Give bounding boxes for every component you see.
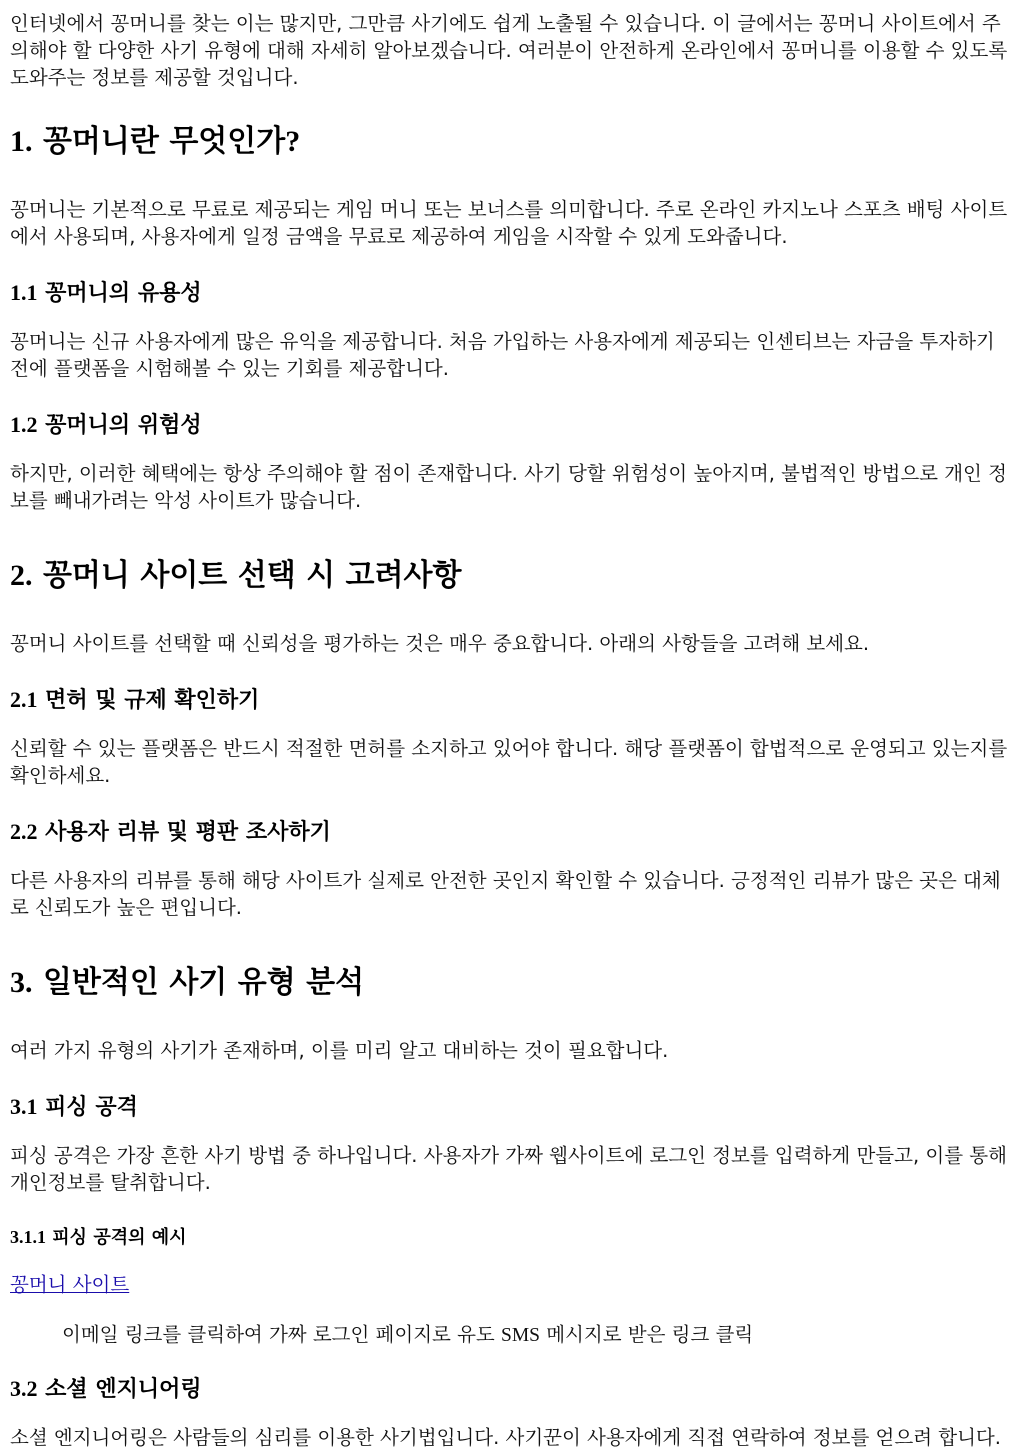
section-3-1-1-heading: [10, 1224, 1014, 1251]
section-1-2-number: 1.2: [10, 412, 38, 437]
section-2-1-heading: [10, 685, 1014, 716]
section-3-2-heading: [10, 1374, 1014, 1405]
section-1-1-heading: [10, 278, 1014, 309]
section-3-1-number: 3.1: [10, 1094, 38, 1119]
section-3-number: 3.: [10, 966, 33, 999]
section-2-body: 꽁머니 사이트를 선택할 때 신뢰성을 평가하는 것은 매우 중요합니다. 아래의 사항들을 고려해 보세요.: [10, 632, 870, 655]
section-3-1-1-title: 피싱 공격의 예시: [52, 1227, 187, 1248]
section-3-1-heading: [10, 1092, 1014, 1123]
link-container: [10, 1271, 1014, 1298]
section-3-1-1-number: 3.1.1: [10, 1227, 46, 1247]
section-1-number: 1.: [10, 125, 33, 158]
section-3-2-body: 소셜 엔지니어링은 사람들의 심리를 이용한 사기법입니다. 사기꾼이 사용자에게 직접 연락하여 정보를 얻으려 합니다.: [10, 1426, 1001, 1449]
section-1-2-heading: [10, 410, 1014, 441]
section-2-2-number: 2.2: [10, 819, 38, 844]
section-2-1-number: 2.1: [10, 687, 38, 712]
section-1-1-body: 꽁머니는 신규 사용자에게 많은 유익을 제공합니다. 처음 가입하는 사용자에게 제공되는 인센티브는 자금을 투자하기 전에 플랫폼을 시험해볼 수 있는 기회를 제공합니다.: [10, 330, 995, 380]
section-3-heading: [10, 963, 1014, 1003]
section-2-2-title: 사용자 리뷰 및 평판 조사하기: [45, 820, 331, 845]
section-2-2-heading: [10, 817, 1014, 848]
section-1-1-number: 1.1: [10, 280, 38, 305]
section-2-1-title: 면허 및 규제 확인하기: [45, 688, 260, 713]
section-2-heading: [10, 556, 1014, 596]
section-3-2-number: 3.2: [10, 1376, 38, 1401]
section-1-heading: [10, 122, 1014, 162]
section-3-1-title: 피싱 공격: [45, 1095, 138, 1120]
phishing-examples-quote: [62, 1321, 1014, 1349]
section-1-body: 꽁머니는 기본적으로 무료로 제공되는 게임 머니 또는 보너스를 의미합니다. 주로 온라인 카지노나 스포츠 배팅 사이트에서 사용되며, 사용자에게 일정 금액을 무료로 제공하여 게임을 시작할 수 있게 도와줍니다.: [10, 198, 1008, 248]
section-3-1-body: 피싱 공격은 가장 흔한 사기 방법 중 하나입니다. 사용자가 가짜 웹사이트에 로그인 정보를 입력하게 만들고, 이를 통해 개인정보를 탈취합니다.: [10, 1144, 1007, 1194]
section-1-title-suffix: ?: [285, 125, 301, 158]
quote-sms: SMS: [500, 1325, 540, 1346]
section-3-title: 일반적인 사기 유형 분석: [42, 965, 365, 1000]
section-1-1-title: 꽁머니의 유용성: [45, 281, 202, 306]
section-2-number: 2.: [10, 559, 33, 592]
section-3-body: 여러 가지 유형의 사기가 존재하며, 이를 미리 알고 대비하는 것이 필요합니다.: [10, 1039, 669, 1062]
intro-paragraph: 인터넷에서 꽁머니를 찾는 이는 많지만, 그만큼 사기에도 쉽게 노출될 수 있습니다. 이 글에서는 꽁머니 사이트에서 주의해야 할 다양한 사기 유형에 대해 자세히 알아보겠습니다. 여러분이 안전하게 온라인에서 꽁머니를 이용할 수 있도록 도와주는 정보를 제공할 것입니다.: [10, 12, 1008, 89]
section-3-2-title: 소셜 엔지니어링: [45, 1377, 202, 1402]
section-1-2-body: 하지만, 이러한 혜택에는 항상 주의해야 할 점이 존재합니다. 사기 당할 위험성이 높아지며, 불법적인 방법으로 개인 정보를 빼내가려는 악성 사이트가 많습니다.: [10, 462, 1007, 512]
section-1-title: 꽁머니란 무엇인가: [42, 124, 286, 159]
section-2-title: 꽁머니 사이트 선택 시 고려사항: [42, 558, 462, 593]
section-1-2-title: 꽁머니의 위험성: [45, 413, 202, 438]
section-2-2-body: 다른 사용자의 리뷰를 통해 해당 사이트가 실제로 안전한 곳인지 확인할 수 있습니다. 긍정적인 리뷰가 많은 곳은 대체로 신뢰도가 높은 편입니다.: [10, 869, 1001, 919]
kkong-money-site-link[interactable]: 꽁머니 사이트: [10, 1273, 130, 1296]
quote-part-1: 이메일 링크를 클릭하여 가짜 로그인 페이지로 유도: [62, 1323, 501, 1346]
section-2-1-body: 신뢰할 수 있는 플랫폼은 반드시 적절한 면허를 소지하고 있어야 합니다. 해당 플랫폼이 합법적으로 운영되고 있는지를 확인하세요.: [10, 737, 1008, 787]
quote-part-2: 메시지로 받은 링크 클릭: [540, 1323, 754, 1346]
